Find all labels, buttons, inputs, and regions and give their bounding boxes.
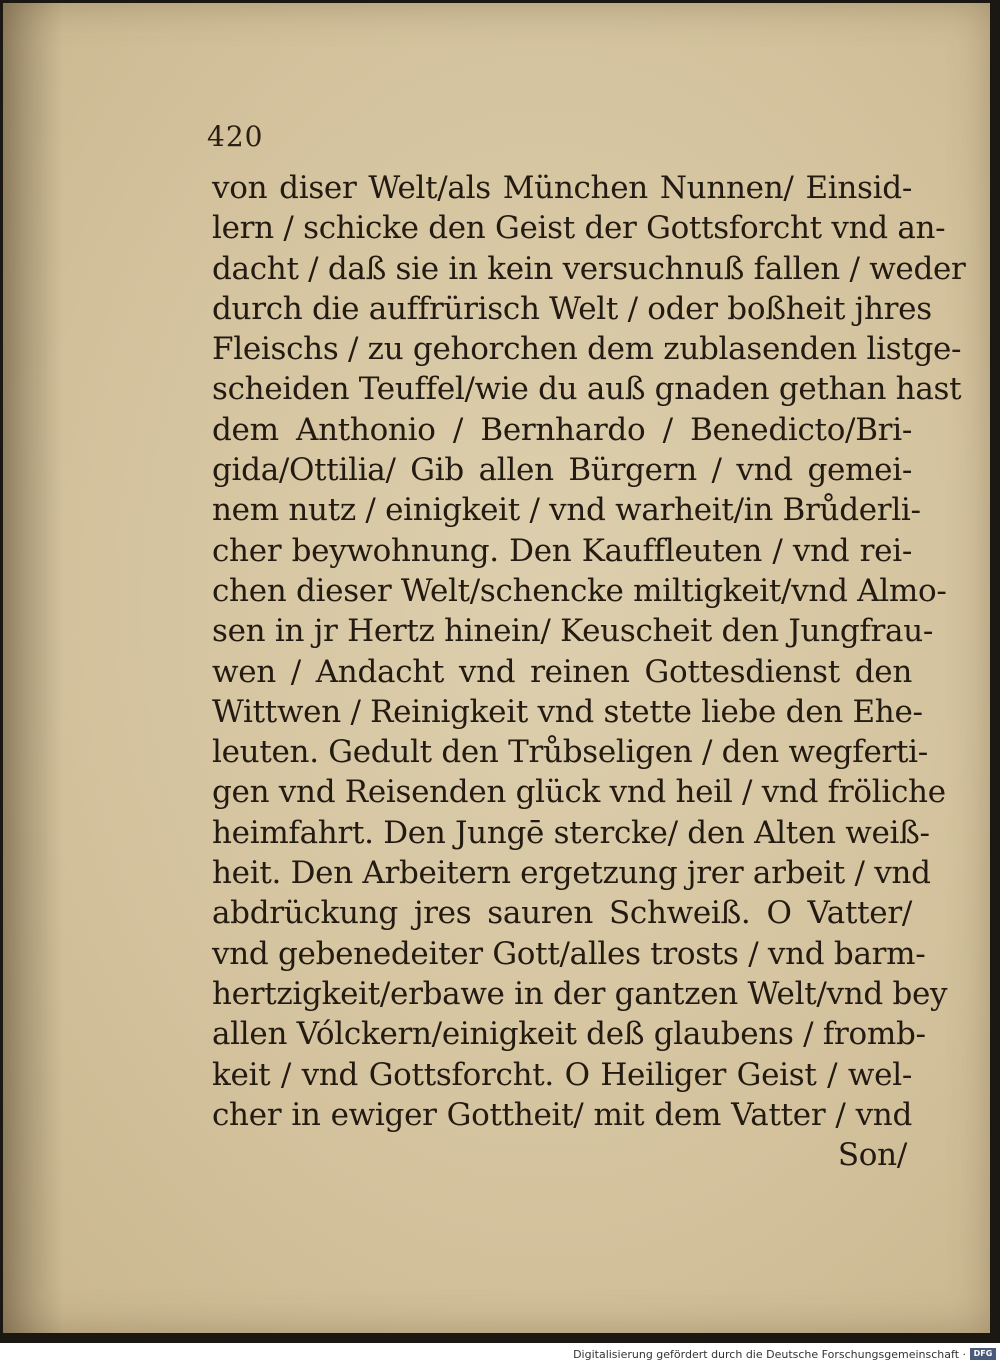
text-line: abdrückung jres sauren Schweiß. O Vatter/ xyxy=(212,895,912,932)
text-line: heimfahrt. Den Jungē stercke/ den Alten weiß- xyxy=(212,814,930,851)
text-line: Fleischs / zu gehorchen dem zublasenden listge- xyxy=(212,331,962,368)
text-line: gen vnd Reisenden glück vnd heil / vnd fröliche xyxy=(212,774,946,811)
body-text xyxy=(212,168,966,1175)
text-line: wen / Andacht vnd reinen Gottesdienst den xyxy=(212,653,912,690)
dfg-logo: DFG xyxy=(970,1348,996,1360)
text-line: nem nutz / einigkeit / vnd warheit/in Brůderli- xyxy=(212,492,921,529)
text-line: leuten. Gedult den Trůbseligen / den wegferti- xyxy=(212,734,928,771)
text-line: scheiden Teuffel/wie du auß gnaden gethan hast xyxy=(212,371,962,408)
text-line: keit / vnd Gottsforcht. O Heiliger Geist / wel- xyxy=(212,1056,912,1093)
text-line: hertzigkeit/erbawe in der gantzen Welt/vnd bey xyxy=(212,975,948,1012)
spine-shadow xyxy=(3,3,63,1333)
text-line: cher beywohnung. Den Kauffleuten / vnd rei- xyxy=(212,532,912,569)
text-line: von diser Welt/als München Nunnen/ Einsid- xyxy=(212,170,912,206)
text-line: lern / schicke den Geist der Gottsforcht vnd an- xyxy=(212,210,946,247)
text-line: chen dieser Welt/schencke miltigkeit/vnd Almo- xyxy=(212,572,947,609)
text-line: Wittwen / Reinigkeit vnd stette liebe den Ehe- xyxy=(212,693,923,730)
text-line: dem Anthonio / Bernhardo / Benedicto/Bri- xyxy=(212,411,912,448)
text-line: vnd gebenedeiter Gott/alles trosts / vnd barm- xyxy=(212,935,926,972)
text-line: durch die auffrürisch Welt / oder boßheit jhres xyxy=(212,290,932,327)
text-line: sen in jr Hertz hinein/ Keuscheit den Jungfrau- xyxy=(212,613,934,650)
text-line: dacht / daß sie in kein versuchnuß fallen / weder xyxy=(212,250,966,287)
text-line: allen Vólckern/einigkeit deß glaubens / fromb- xyxy=(212,1016,926,1053)
text-line: cher in ewiger Gottheit/ mit dem Vatter / vnd xyxy=(212,1096,912,1133)
catchword: Son/ xyxy=(837,1137,907,1174)
text-line: heit. Den Arbeitern ergetzung jrer arbeit / vnd xyxy=(212,855,931,892)
text-line: gida/Ottilia/ Gib allen Bürgern / vnd gemei- xyxy=(212,452,912,489)
digitization-credit: Digitalisierung gefördert durch die Deutsche Forschungsgemeinschaft · xyxy=(573,1348,966,1361)
page-number: 420 xyxy=(207,120,264,153)
